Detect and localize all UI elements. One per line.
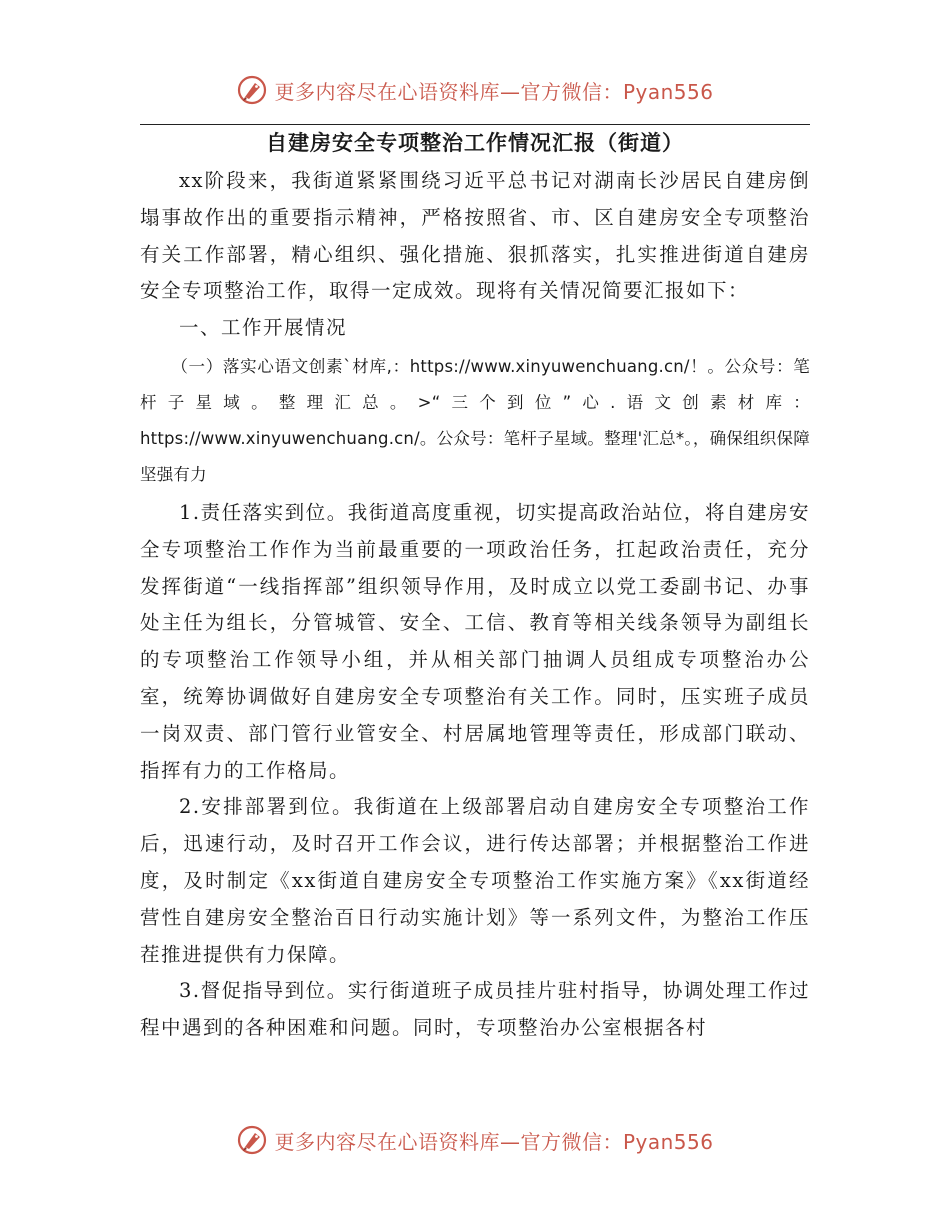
item-paragraph-1: 1.责任落实到位。我街道高度重视，切实提高政治站位，将自建房安全专项整治工作作为当前最重要的一项政治任务，扛起政治责任，充分发挥街道“一线指挥部”组织领导作用，及时成立以党工委副书记、办事处主任为组长，分管城管、安全、工信、教育等相关线条领导为副组长的专项整治工作领导小组，并从相关部门抽调人员组成专项整治办公室，统筹协调做好自建房安全专项整治有关工作。同时，压实班子成员一岗双责、部门管行业管安全、村居属地管理等责任，形成部门联动、指挥有力的工作格局。 [140,500,810,782]
item-paragraph-3: 3.督促指导到位。实行街道班子成员挂片驻村指导，协调处理工作过程中遇到的各种困难和问题。同时，专项整治办公室根据各村 [140,979,810,1040]
pen-nib-logo-icon [236,1124,268,1156]
document-title: 自建房安全专项整治工作情况汇报（街道） [266,130,684,155]
intro-paragraph: xx阶段来，我街道紧紧围绕习近平总书记对湖南长沙居民自建房倒塌事故作出的重要指示精神，严格按照省、市、区自建房安全专项整治有关工作部署，精心组织、强化措施、狠抓落实，扎实推进街道自建房安全专项整治工作，取得一定成效。现将有关情况简要汇报如下： [140,169,810,303]
pen-nib-logo-icon [236,74,268,106]
footer-watermark-banner [0,1120,950,1160]
header-rule [140,124,810,125]
header-watermark-banner [0,70,950,110]
section-heading: 一、工作开展情况 [179,316,348,340]
watermark-text: 更多内容尽在心语资料库—官方微信：Pyan556 [274,1129,714,1154]
watermark-text: 更多内容尽在心语资料库—官方微信：Pyan556 [274,79,714,104]
item-paragraph-2: 2.安排部署到位。我街道在上级部署启动自建房安全专项整治工作后，迅速行动，及时召开工作会议，进行传达部署；并根据整治工作进度，及时制定《xx街道自建房安全专项整治工作实施方案》《xx街道经营性自建房安全整治百日行动实施计划》等一系列文件，为整治工作压茬推进提供有力保障。 [140,795,810,966]
subsection-heading: （一）落实心语文创素`材库,：https://www.xinyuwenchuang.cn/！。公众号：笔杆子星域。整理汇总。>“三个到位”心.语文创素材库：https://www.xinyuwenchuang.cn/。公众号：笔杆子星域。整理'汇总*。，确保组织保障坚强有力 [140,356,810,484]
document-body [140,163,810,1047]
